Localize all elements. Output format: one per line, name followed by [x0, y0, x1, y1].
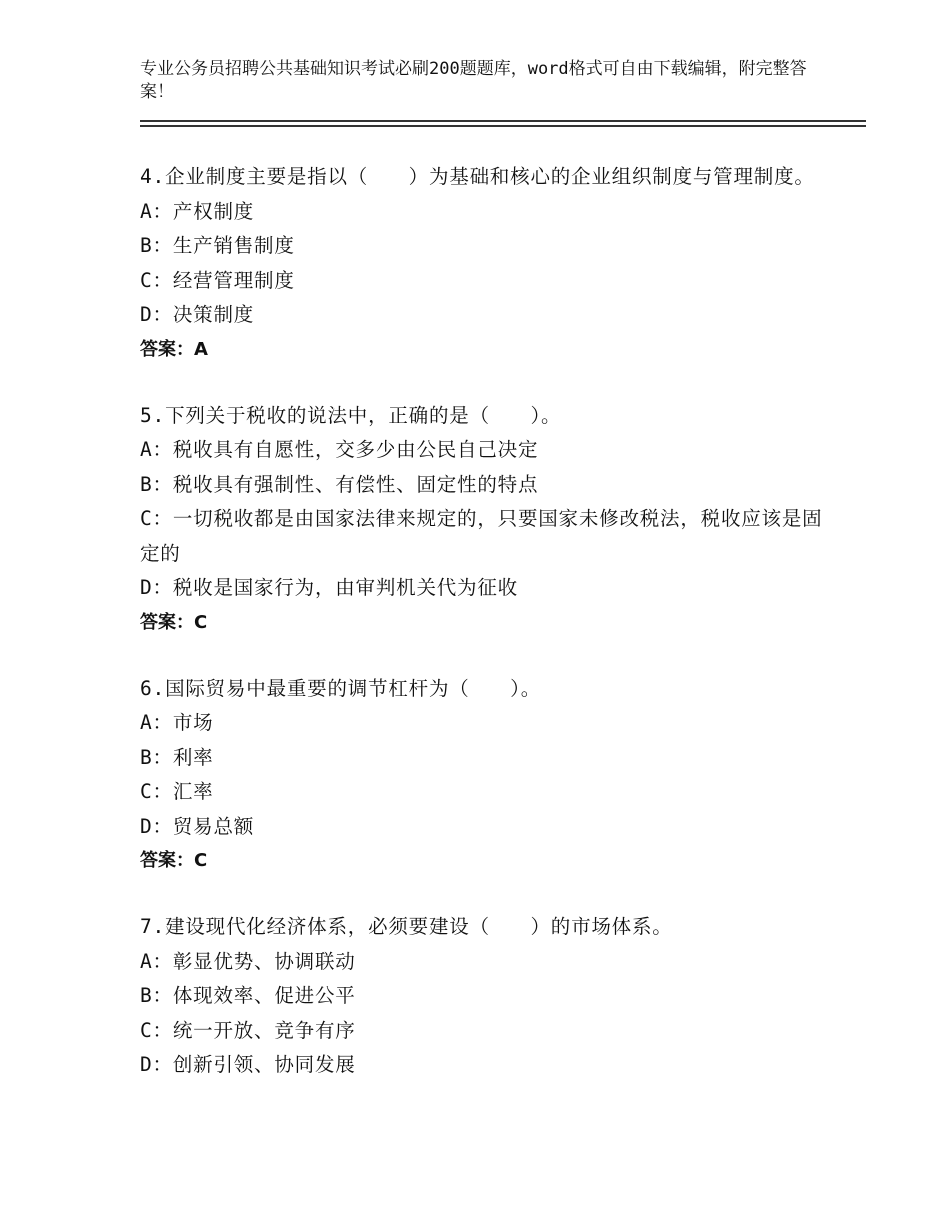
document-header: 专业公务员招聘公共基础知识考试必刷200题题库，word格式可自由下载编辑，附完整答案！ [140, 59, 807, 102]
option-b: B：税收具有强制性、有偿性、固定性的特点 [140, 472, 539, 496]
option-d: D：创新引领、协同发展 [140, 1053, 356, 1076]
question-stem: 5.下列关于税收的说法中，正确的是（ ）。 [140, 403, 562, 427]
question-4 [140, 160, 830, 367]
answer: 答案：C [140, 611, 208, 633]
answer: 答案：A [140, 338, 208, 360]
answer: 答案：C [140, 850, 208, 871]
option-a: A：彰显优势、协调联动 [140, 949, 356, 973]
question-7 [140, 910, 830, 1083]
option-b: B：体现效率、促进公平 [140, 984, 356, 1007]
option-c: C：汇率 [140, 780, 214, 803]
option-c: C：经营管理制度 [140, 268, 295, 292]
question-stem: 6.国际贸易中最重要的调节杠杆为（ ）。 [140, 676, 542, 700]
option-a: A：市场 [140, 711, 214, 734]
option-d: D：税收是国家行为，由审判机关代为征收 [140, 576, 518, 599]
option-c: C：一切税收都是由国家法律来规定的，只要国家未修改税法，税收应该是固定的 [140, 507, 823, 565]
option-d: D：贸易总额 [140, 814, 255, 838]
option-b: B：生产销售制度 [140, 234, 295, 257]
option-b: B：利率 [140, 745, 214, 769]
question-list [140, 160, 830, 1115]
question-stem: 7.建设现代化经济体系，必须要建设（ ）的市场体系。 [140, 915, 673, 938]
option-c: C：统一开放、竞争有序 [140, 1018, 356, 1042]
question-5 [140, 399, 830, 640]
question-stem: 4.企业制度主要是指以（ ）为基础和核心的企业组织制度与管理制度。 [140, 165, 815, 188]
header-rule-bottom [140, 125, 866, 127]
option-a: A：税收具有自愿性，交多少由公民自己决定 [140, 438, 539, 461]
question-6 [140, 672, 830, 879]
option-a: A：产权制度 [140, 199, 255, 223]
option-d: D：决策制度 [140, 303, 255, 326]
header-rule-top [140, 120, 866, 122]
